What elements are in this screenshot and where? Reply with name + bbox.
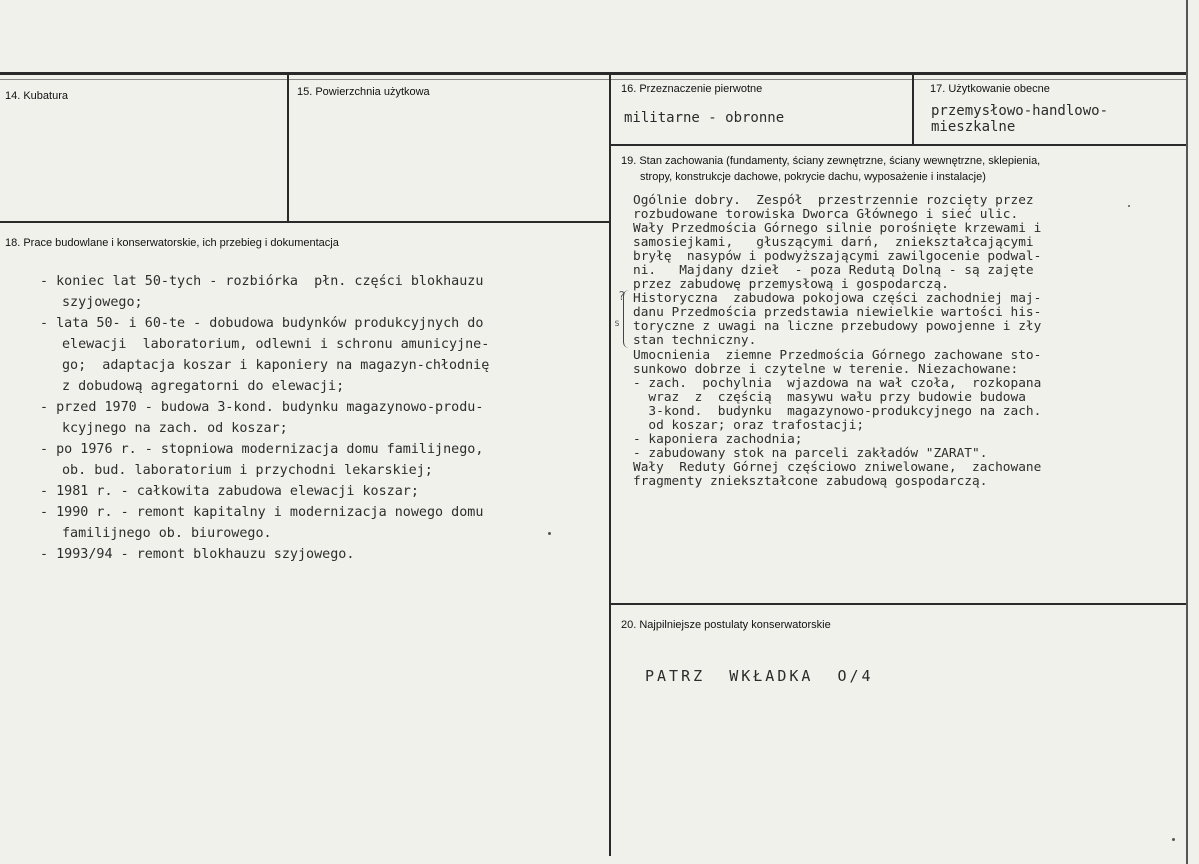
field-19-line: Wały Reduty Górnej częściowo zniwelowane, zachowane	[633, 459, 1042, 475]
field-19-line: stan techniczny.	[633, 333, 757, 349]
list-dash: -	[40, 547, 57, 562]
field-19-line: 3-kond. budynku magazynowo-produkcyjnego na zach.	[633, 403, 1042, 419]
field-18-line-text: ob. bud. laboratorium i przychodni lekarskiej;	[62, 463, 433, 478]
field-18-line-text: elewacji laboratorium, odlewni i schronu amunicyjne-	[62, 337, 490, 352]
field-18-line	[40, 544, 608, 565]
rule-under-14-15	[0, 221, 611, 223]
speck	[1128, 205, 1130, 207]
field-16-label: 16. Przeznaczenie pierwotne	[621, 83, 763, 95]
field-18-line	[40, 439, 608, 460]
field-18-line	[40, 418, 608, 439]
list-dash: -	[40, 400, 57, 415]
field-19-text	[633, 194, 1041, 489]
margin-s-mark: s	[614, 318, 621, 329]
right-edge	[1186, 0, 1188, 864]
field-18-line-text: go; adaptacja koszar i kaponiery na magazyn-chłodnię	[62, 358, 490, 373]
divider-16-17	[912, 74, 914, 146]
field-19-line: rozbudowane torowiska Dworca Głównego i sieć ulic.	[633, 207, 1019, 223]
field-18-line	[40, 376, 608, 397]
field-18-list	[40, 271, 608, 565]
list-dash: -	[40, 274, 57, 289]
field-19-line: Umocnienia ziemne Przedmościa Górnego zachowane sto-	[633, 347, 1042, 363]
field-16-value: militarne - obronne	[624, 110, 785, 126]
field-19-line: od koszar; oraz trafostacji;	[633, 417, 865, 433]
field-19-line: wraz z częścią masywu wału przy budowie budowa	[633, 389, 1026, 405]
field-18-line-text: po 1976 r. - stopniowa modernizacja domu familijnego,	[56, 442, 484, 457]
divider-14-15	[287, 74, 289, 222]
field-20-value: PATRZ WKŁADKA O/4	[645, 667, 874, 685]
field-17-value-line2: mieszkalne	[931, 119, 1016, 135]
field-18-line	[40, 334, 608, 355]
margin-bracket	[623, 290, 634, 348]
list-dash: -	[40, 442, 57, 457]
field-19-label-line2: stropy, konstrukcje dachowe, pokrycie dachu, wyposażenie i instalacje)	[640, 171, 986, 183]
field-17-label: 17. Użytkowanie obecne	[930, 83, 1050, 95]
field-18-line	[40, 271, 608, 292]
field-17-value-line1: przemysłowo-handlowo-	[931, 103, 1109, 119]
field-18-line	[40, 355, 608, 376]
list-dash: -	[40, 505, 57, 520]
field-19-line: - kaponiera zachodnia;	[633, 431, 803, 447]
field-19-line: danu Przedmościa przedstawia niewielkie wartości his-	[633, 305, 1042, 321]
field-18-line	[40, 460, 608, 481]
field-18-line-text: familijnego ob. biurowego.	[62, 526, 272, 541]
rule-under-16-17	[609, 144, 1187, 146]
rule-under-19	[609, 603, 1187, 605]
field-19-line: przez zabudowę przemysłową i gospodarczą.	[633, 277, 949, 293]
field-18-line	[40, 397, 608, 418]
field-18-line-text: z dobudową agregatorni do elewacji;	[62, 379, 345, 394]
field-19-line: sunkowo dobrze i czytelne w terenie. Niezachowane:	[633, 361, 1019, 377]
list-dash: -	[40, 316, 57, 331]
field-19-line: Wały Przedmościa Górnego silnie porośnięte krzewami i	[633, 221, 1042, 237]
speck	[548, 532, 551, 535]
field-19-line: fragmenty zniekształcone zabudową gospodarczą.	[633, 473, 988, 489]
field-18-line	[40, 523, 608, 544]
field-19-line: Historyczna zabudowa pokojowa części zachodniej maj-	[633, 291, 1042, 307]
field-20-label: 20. Najpilniejsze postulaty konserwatorskie	[621, 619, 831, 631]
field-18-line-text: koniec lat 50-tych - rozbiórka płn. części blokhauzu	[56, 274, 484, 289]
field-18-line	[40, 481, 608, 502]
field-15-label: 15. Powierzchnia użytkowa	[297, 86, 430, 98]
margin-question-mark: ?	[618, 289, 626, 303]
field-19-line: ni. Majdany dzieł - poza Redutą Dolną - są zajęte	[633, 263, 1034, 279]
field-19-line: bryłę nasypów i podwyższającymi zawilgocenie podwal-	[633, 249, 1042, 265]
field-19-line: samosiejkami, głuszącymi darń, zniekształcającymi	[633, 235, 1034, 251]
field-18-line-text: kcyjnego na zach. od koszar;	[62, 421, 288, 436]
field-19-line: Ogólnie dobry. Zespół przestrzennie rozcięty przez	[633, 193, 1034, 208]
field-18-line-text: 1990 r. - remont kapitalny i modernizacja nowego domu	[56, 505, 484, 520]
field-19-line: - zach. pochylnia wjazdowa na wał czoła, rozkopana	[633, 375, 1042, 391]
field-14-label: 14. Kubatura	[5, 90, 68, 102]
field-18-line	[40, 313, 608, 334]
field-18-line-text: szyjowego;	[62, 295, 143, 310]
field-19-line: toryczne z uwagi na liczne przebudowy powojenne i zły	[633, 319, 1042, 335]
field-18-line	[40, 292, 608, 313]
field-18-line-text: lata 50- i 60-te - dobudowa budynków produkcyjnych do	[56, 316, 484, 331]
field-19-label-line1: 19. Stan zachowania (fundamenty, ściany zewnętrzne, ściany wewnętrzne, sklepienia,	[621, 155, 1041, 167]
field-18-line-text: 1981 r. - całkowita zabudowa elewacji koszar;	[56, 484, 419, 499]
speck	[1172, 838, 1175, 841]
field-19-line: - zabudowany stok na parceli zakładów "ZARAT".	[633, 445, 988, 461]
top-rule	[0, 72, 1187, 75]
field-18-line	[40, 502, 608, 523]
top-rule-thin	[0, 79, 1187, 80]
field-18-line-text: przed 1970 - budowa 3-kond. budynku magazynowo-produ-	[56, 400, 484, 415]
field-18-line-text: 1993/94 - remont blokhauzu szyjowego.	[56, 547, 355, 562]
divider-15-16	[609, 74, 611, 856]
field-18-label: 18. Prace budowlane i konserwatorskie, ich przebieg i dokumentacja	[5, 237, 339, 249]
list-dash: -	[40, 484, 57, 499]
